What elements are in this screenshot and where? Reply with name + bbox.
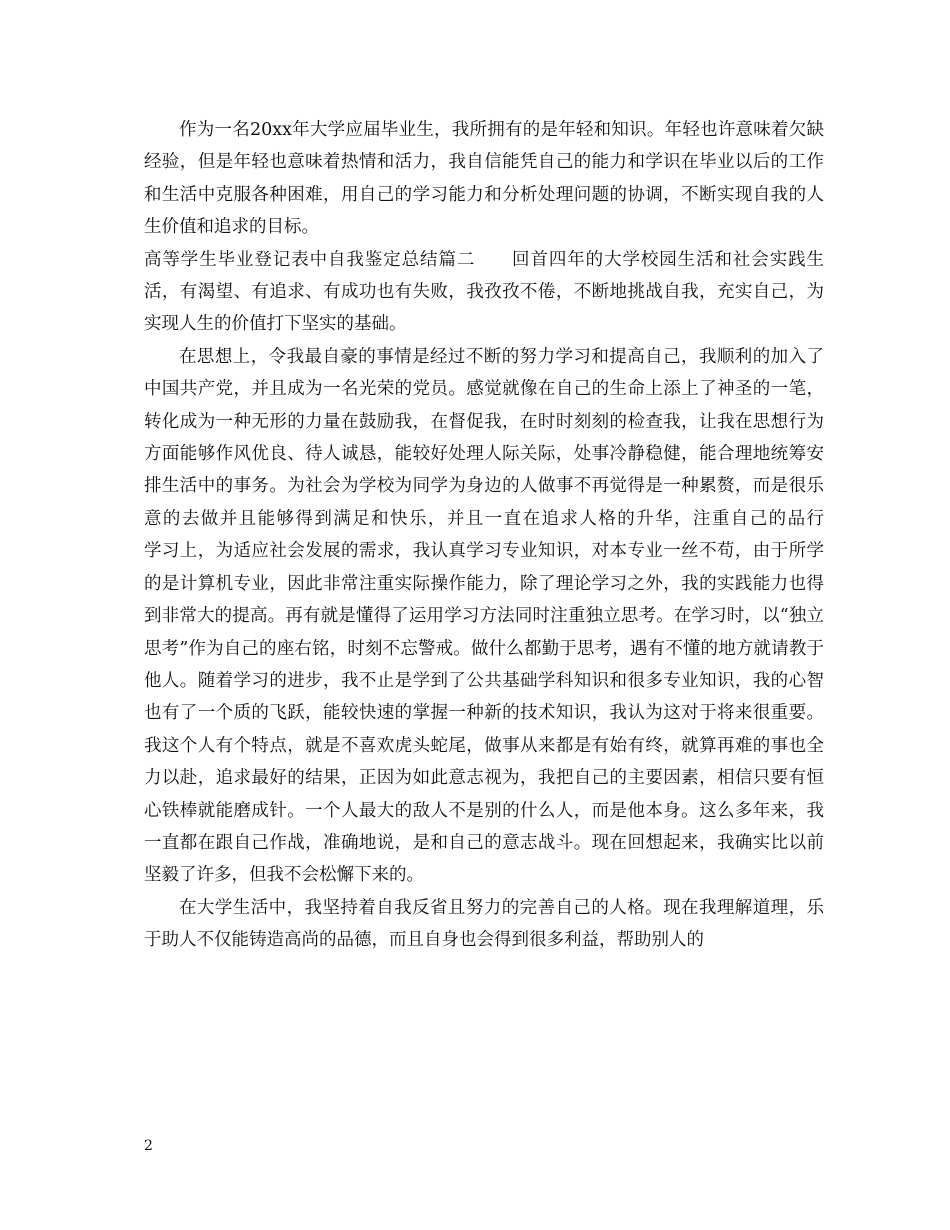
paragraph-graduate-intro: 作为一名20xx年大学应届毕业生，我所拥有的是年轻和知识。年轻也许意味着欠缺经验，但是年轻也意味着热情和活力，我自信能凭自己的能力和学识在毕业以后的工作和生活中克服各种困难，用自己的学习能力和分析处理问题的协调，不断实现自我的人生价值和追求的目标。 [144, 120, 824, 238]
page-number: 2 [144, 1138, 153, 1154]
paragraph-thought-and-study: 在思想上，令我最自豪的事情是经过不断的努力学习和提高自己，我顺利的加入了中国共产党，并且成为一名光荣的党员。感觉就像在自己的生命上添上了神圣的一笔，转化成为一种无形的力量在鼓励我，在督促我，在时时刻刻的检查我，让我在思想行为方面能够作风优良、待人诚恳，能较好处理人际关际，处事冷静稳健，能合理地统筹安排生活中的事务。为社会为学校为同学为身边的人做事不再觉得是一种累赘，而是很乐意的去做并且能够得到满足和快乐，并且一直在追求人格的升华，注重自己的品行 学习上，为适应社会发展的需求，我认真学习专业知识，对本专业一丝不苟，由于所学的是计算机专业，因此非常注重实际操作能力，除了理论学习之外，我的实践能力也得到非常大的提高。再有就是懂得了运用学习方法同时注重独立思考。在学习时，以“独立思考”作为自己的座右铭，时刻不忘警戒。做什么都勤于思考，遇有不懂的地方就请教于他人。随着学习的进步，我不止是学到了公共基础学科知识和很多专业知识，我的心智也有了一个质的飞跃，能较快速的掌握一种新的技术知识，我认为这对于将来很重要。我这个人有个特点，就是不喜欢虎头蛇尾，做事从来都是有始有终，就算再难的事也全力以赴，追求最好的结果，正因为如此意志视为，我把自己的主要因素，相信只要有恒心铁棒就能磨成针。一个人最大的敌人不是别的什么人，而是他本身。这么多年来，我一直都在跟自己作战，准确地说，是和自己的意志战斗。现在回想起来，我确实比以前坚毅了许多，但我不会松懈下来的。 [144, 346, 859, 886]
document-body [144, 114, 859, 957]
paragraph-university-life: 在大学生活中，我坚持着自我反省且努力的完善自己的人格。现在我理解道理，乐于助人不仅能铸造高尚的品德，而且自身也会得到很多利益，帮助别人的 [144, 897, 824, 951]
paragraph-section-two-heading: 高等学生毕业登记表中自我鉴定总结篇二 回首四年的大学校园生活和社会实践生活，有渴望、有追求、有成功也有失败，我孜孜不倦，不断地挑战自我，充实自己，为实现人生的价值打下坚实的基础。 [144, 249, 824, 335]
